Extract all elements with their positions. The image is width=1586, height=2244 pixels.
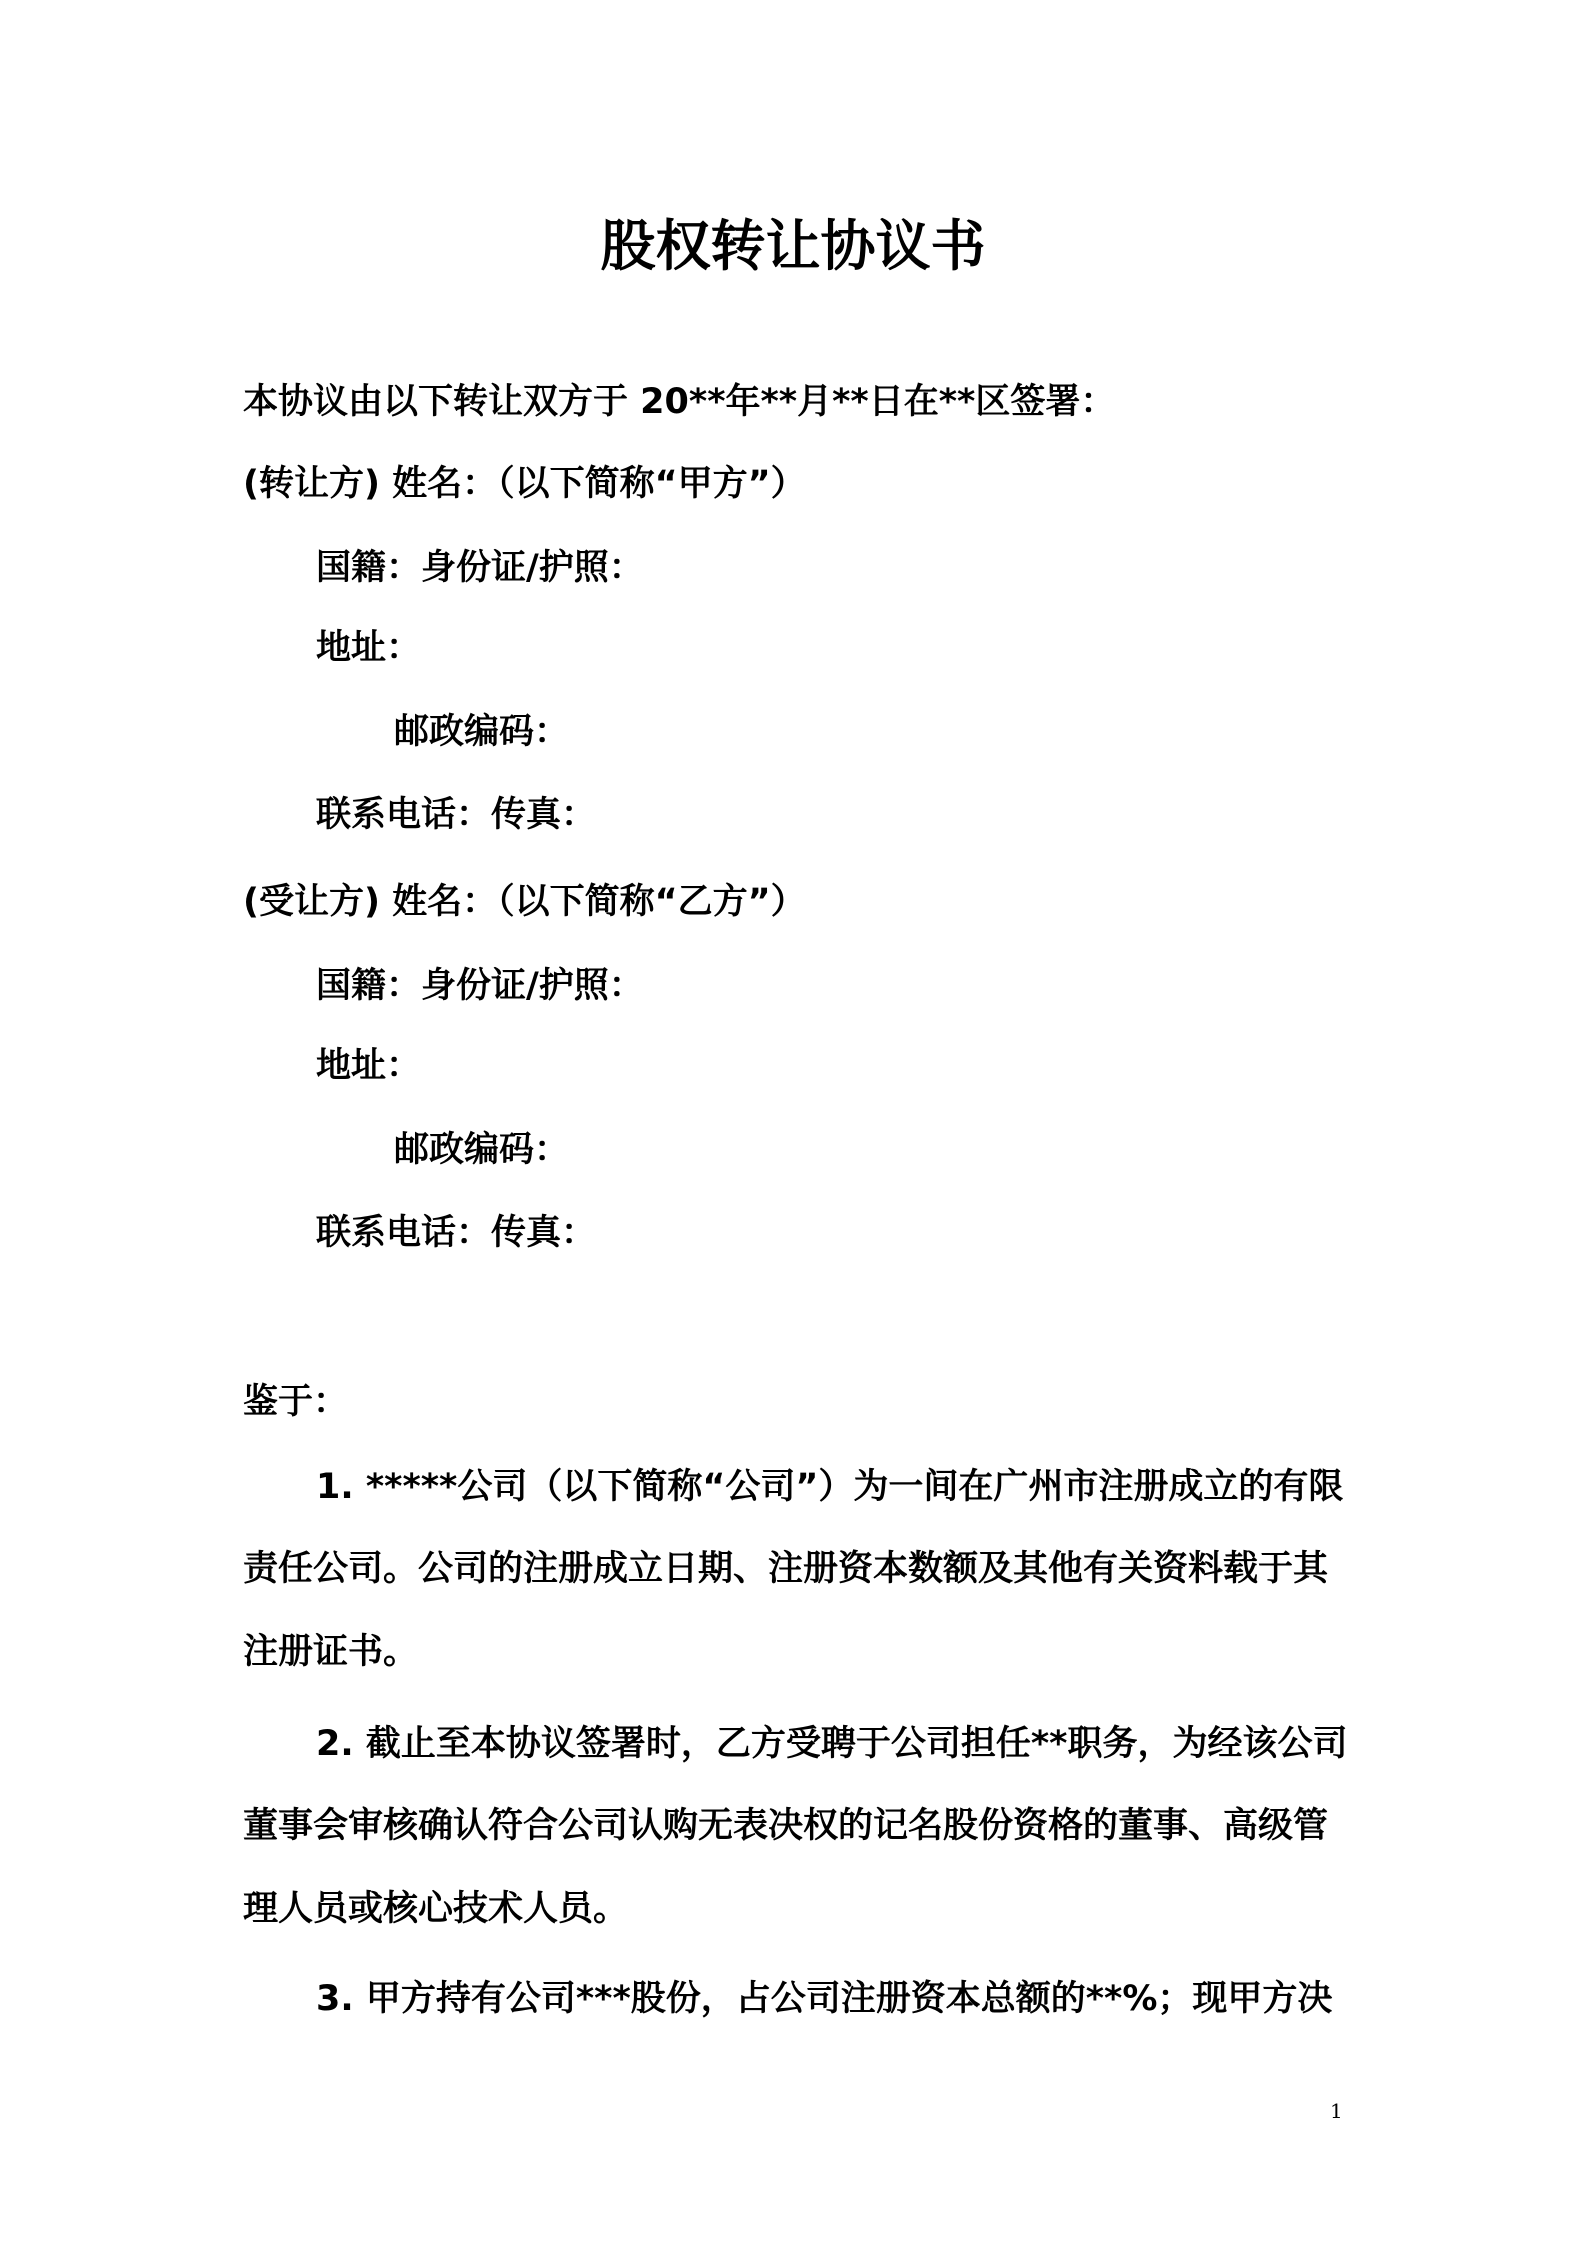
whereas-heading: 鉴于： bbox=[243, 1382, 349, 1422]
transferor-postcode-line: 邮政编码： bbox=[394, 712, 570, 752]
clause-2-line-3: 理人员或核心技术人员。 bbox=[243, 1889, 629, 1929]
document-title: 股权转让协议书 bbox=[600, 214, 986, 278]
transferor-nationality-line: 国籍：身份证/护照： bbox=[316, 548, 644, 588]
transferee-postcode-line: 邮政编码： bbox=[394, 1130, 570, 1170]
clause-2-line-1: 2. 截止至本协议签署时，乙方受聘于公司担任**职务，为经该公司 bbox=[316, 1724, 1348, 1764]
transferee-address-line: 地址： bbox=[316, 1046, 422, 1086]
transferor-contact-line: 联系电话：传真： bbox=[316, 795, 597, 835]
preamble: 本协议由以下转让双方于 20**年**月**日在**区签署： bbox=[243, 382, 1116, 422]
clause-2-line-2: 董事会审核确认符合公司认购无表决权的记名股份资格的董事、高级管 bbox=[243, 1806, 1329, 1846]
transferee-nationality-line: 国籍：身份证/护照： bbox=[316, 966, 644, 1006]
transferor-name-line: (转让方) 姓名：（以下简称“甲方”） bbox=[243, 464, 806, 504]
transferee-contact-line: 联系电话：传真： bbox=[316, 1213, 597, 1253]
clause-1-line-1: 1. *****公司（以下简称“公司”）为一间在广州市注册成立的有限 bbox=[316, 1467, 1344, 1507]
clause-3-line-1: 3. 甲方持有公司***股份，占公司注册资本总额的**%；现甲方决 bbox=[316, 1979, 1333, 2019]
transferee-name-line: (受让方) 姓名：（以下简称“乙方”） bbox=[243, 882, 806, 922]
clause-1-line-2: 责任公司。公司的注册成立日期、注册资本数额及其他有关资料载于其 bbox=[243, 1549, 1329, 1589]
page-number: 1 bbox=[1330, 2099, 1343, 2123]
transferor-address-line: 地址： bbox=[316, 628, 422, 668]
clause-1-line-3: 注册证书。 bbox=[243, 1632, 419, 1672]
